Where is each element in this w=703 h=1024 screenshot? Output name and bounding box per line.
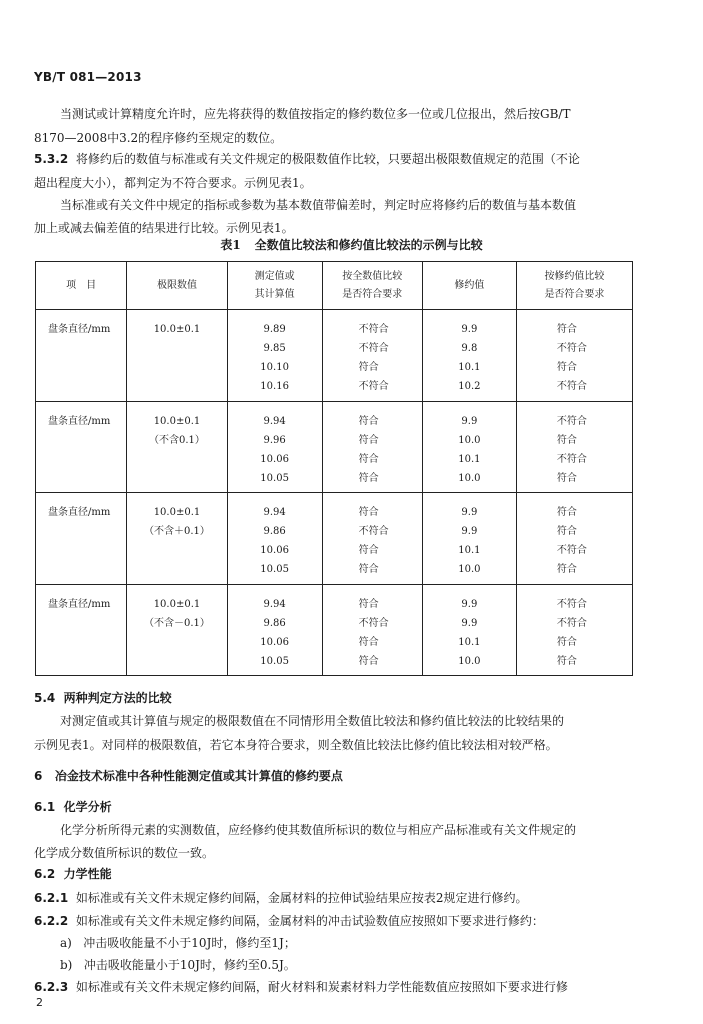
cell-full-result: 符合 不符合 符合 符合 bbox=[322, 584, 422, 676]
cell-full-result: 符合 符合 符合 符合 bbox=[322, 401, 422, 493]
list-item-b: b) 冲击吸收能量小于10J时，修约至0.5J。 bbox=[60, 958, 296, 972]
section-heading-6-1: 6.1 化学分析 bbox=[34, 800, 112, 814]
cell-item: 盘条直径/mm bbox=[36, 584, 127, 676]
paragraph-line: 化学成分数值所标识的数位一致。 bbox=[34, 846, 215, 860]
table-header-row bbox=[36, 262, 633, 310]
table-row-group bbox=[36, 584, 633, 676]
header-limit: 极限数值 bbox=[127, 262, 227, 310]
header-full-compare: 按全数值比较 是否符合要求 bbox=[322, 262, 422, 310]
clause-6-2-2: 6.2.2 如标准或有关文件未规定修约间隔，金属材料的冲击试验数值应按照如下要求进行修约： bbox=[34, 914, 544, 928]
cell-measured: 9.89 9.85 10.10 10.16 bbox=[227, 310, 322, 402]
clause-6-2-1: 6.2.1 如标准或有关文件未规定修约间隔，金属材料的拉伸试验结果应按表2规定进行修约。 bbox=[34, 891, 528, 905]
cell-measured: 9.94 9.86 10.06 10.05 bbox=[227, 493, 322, 585]
header-rounded: 修约值 bbox=[422, 262, 516, 310]
cell-item: 盘条直径/mm bbox=[36, 401, 127, 493]
header-round-compare: 按修约值比较 是否符合要求 bbox=[516, 262, 632, 310]
cell-item: 盘条直径/mm bbox=[36, 493, 127, 585]
cell-full-result: 不符合 不符合 符合 不符合 bbox=[322, 310, 422, 402]
clause-5-3-2 bbox=[34, 147, 580, 171]
page-number: 2 bbox=[36, 996, 43, 1009]
cell-measured: 9.94 9.86 10.06 10.05 bbox=[227, 584, 322, 676]
list-item-a: a) 冲击吸收能量不小于10J时，修约至1J； bbox=[60, 936, 296, 950]
cell-round-result: 不符合 不符合 符合 符合 bbox=[516, 584, 632, 676]
cell-round-result: 符合 符合 不符合 符合 bbox=[516, 493, 632, 585]
table-caption bbox=[0, 236, 703, 253]
paragraph-line: 对测定值或其计算值与规定的极限数值在不同情形用全数值比较法和修约值比较法的比较结果的 bbox=[60, 714, 565, 728]
table-row-group bbox=[36, 310, 633, 402]
cell-rounded: 9.9 9.9 10.1 10.0 bbox=[422, 493, 516, 585]
cell-round-result: 不符合 符合 不符合 符合 bbox=[516, 401, 632, 493]
section-heading-6: 6 冶金技术标准中各种性能测定值或其计算值的修约要点 bbox=[34, 769, 343, 783]
paragraph-line: 当测试或计算精度允许时，应先将获得的数值按指定的修约数位多一位或几位报出，然后按GB/T bbox=[60, 107, 571, 121]
paragraph-line: 化学分析所得元素的实测数值，应经修约使其数值所标识的数位与相应产品标准或有关文件规定的 bbox=[60, 823, 577, 837]
cell-limit: 10.0±0.1 bbox=[127, 310, 227, 402]
cell-round-result: 符合 不符合 符合 不符合 bbox=[516, 310, 632, 402]
section-heading-6-2: 6.2 力学性能 bbox=[34, 867, 112, 881]
comparison-table bbox=[35, 261, 633, 676]
table-caption-title: 全数值比较法和修约值比较法的示例与比较 bbox=[254, 238, 483, 252]
cell-rounded: 9.9 10.0 10.1 10.0 bbox=[422, 401, 516, 493]
header-item: 项 目 bbox=[36, 262, 127, 310]
clause-6-2-3: 6.2.3 如标准或有关文件未规定修约间隔，耐火材料和炭素材料力学性能数值应按照如下要求进行修 bbox=[34, 980, 568, 994]
table-caption-label: 表1 bbox=[220, 238, 241, 252]
cell-full-result: 符合 不符合 符合 符合 bbox=[322, 493, 422, 585]
standard-code: YB/T 081—2013 bbox=[34, 70, 142, 84]
cell-measured: 9.94 9.96 10.06 10.05 bbox=[227, 401, 322, 493]
table-row-group bbox=[36, 493, 633, 585]
section-heading-5-4: 5.4 两种判定方法的比较 bbox=[34, 691, 172, 705]
clause-number: 5.3.2 bbox=[34, 152, 69, 166]
cell-limit: 10.0±0.1 （不含＋0.1） bbox=[127, 493, 227, 585]
cell-rounded: 9.9 9.9 10.1 10.0 bbox=[422, 584, 516, 676]
paragraph-line: 加上或减去偏差值的结果进行比较。示例见表1。 bbox=[34, 221, 294, 235]
cell-item: 盘条直径/mm bbox=[36, 310, 127, 402]
paragraph-line: 超出程度大小），都判定为不符合要求。示例见表1。 bbox=[34, 176, 312, 190]
paragraph-line: 当标准或有关文件中规定的指标或参数为基本数值带偏差时，判定时应将修约后的数值与基本数值 bbox=[60, 198, 577, 212]
table-row-group bbox=[36, 401, 633, 493]
cell-limit: 10.0±0.1 （不含－0.1） bbox=[127, 584, 227, 676]
paragraph-line: 示例见表1。对同样的极限数值，若它本身符合要求，则全数值比较法比修约值比较法相对较严格。 bbox=[34, 738, 558, 752]
cell-rounded: 9.9 9.8 10.1 10.2 bbox=[422, 310, 516, 402]
paragraph-line: 将修约后的数值与标准或有关文件规定的极限数值作比较，只要超出极限数值规定的范围（不论 bbox=[75, 152, 580, 166]
header-measured: 测定值或 其计算值 bbox=[227, 262, 322, 310]
paragraph-line: 8170—2008中3.2的程序修约至规定的数位。 bbox=[34, 131, 283, 145]
cell-limit: 10.0±0.1 （不含0.1） bbox=[127, 401, 227, 493]
